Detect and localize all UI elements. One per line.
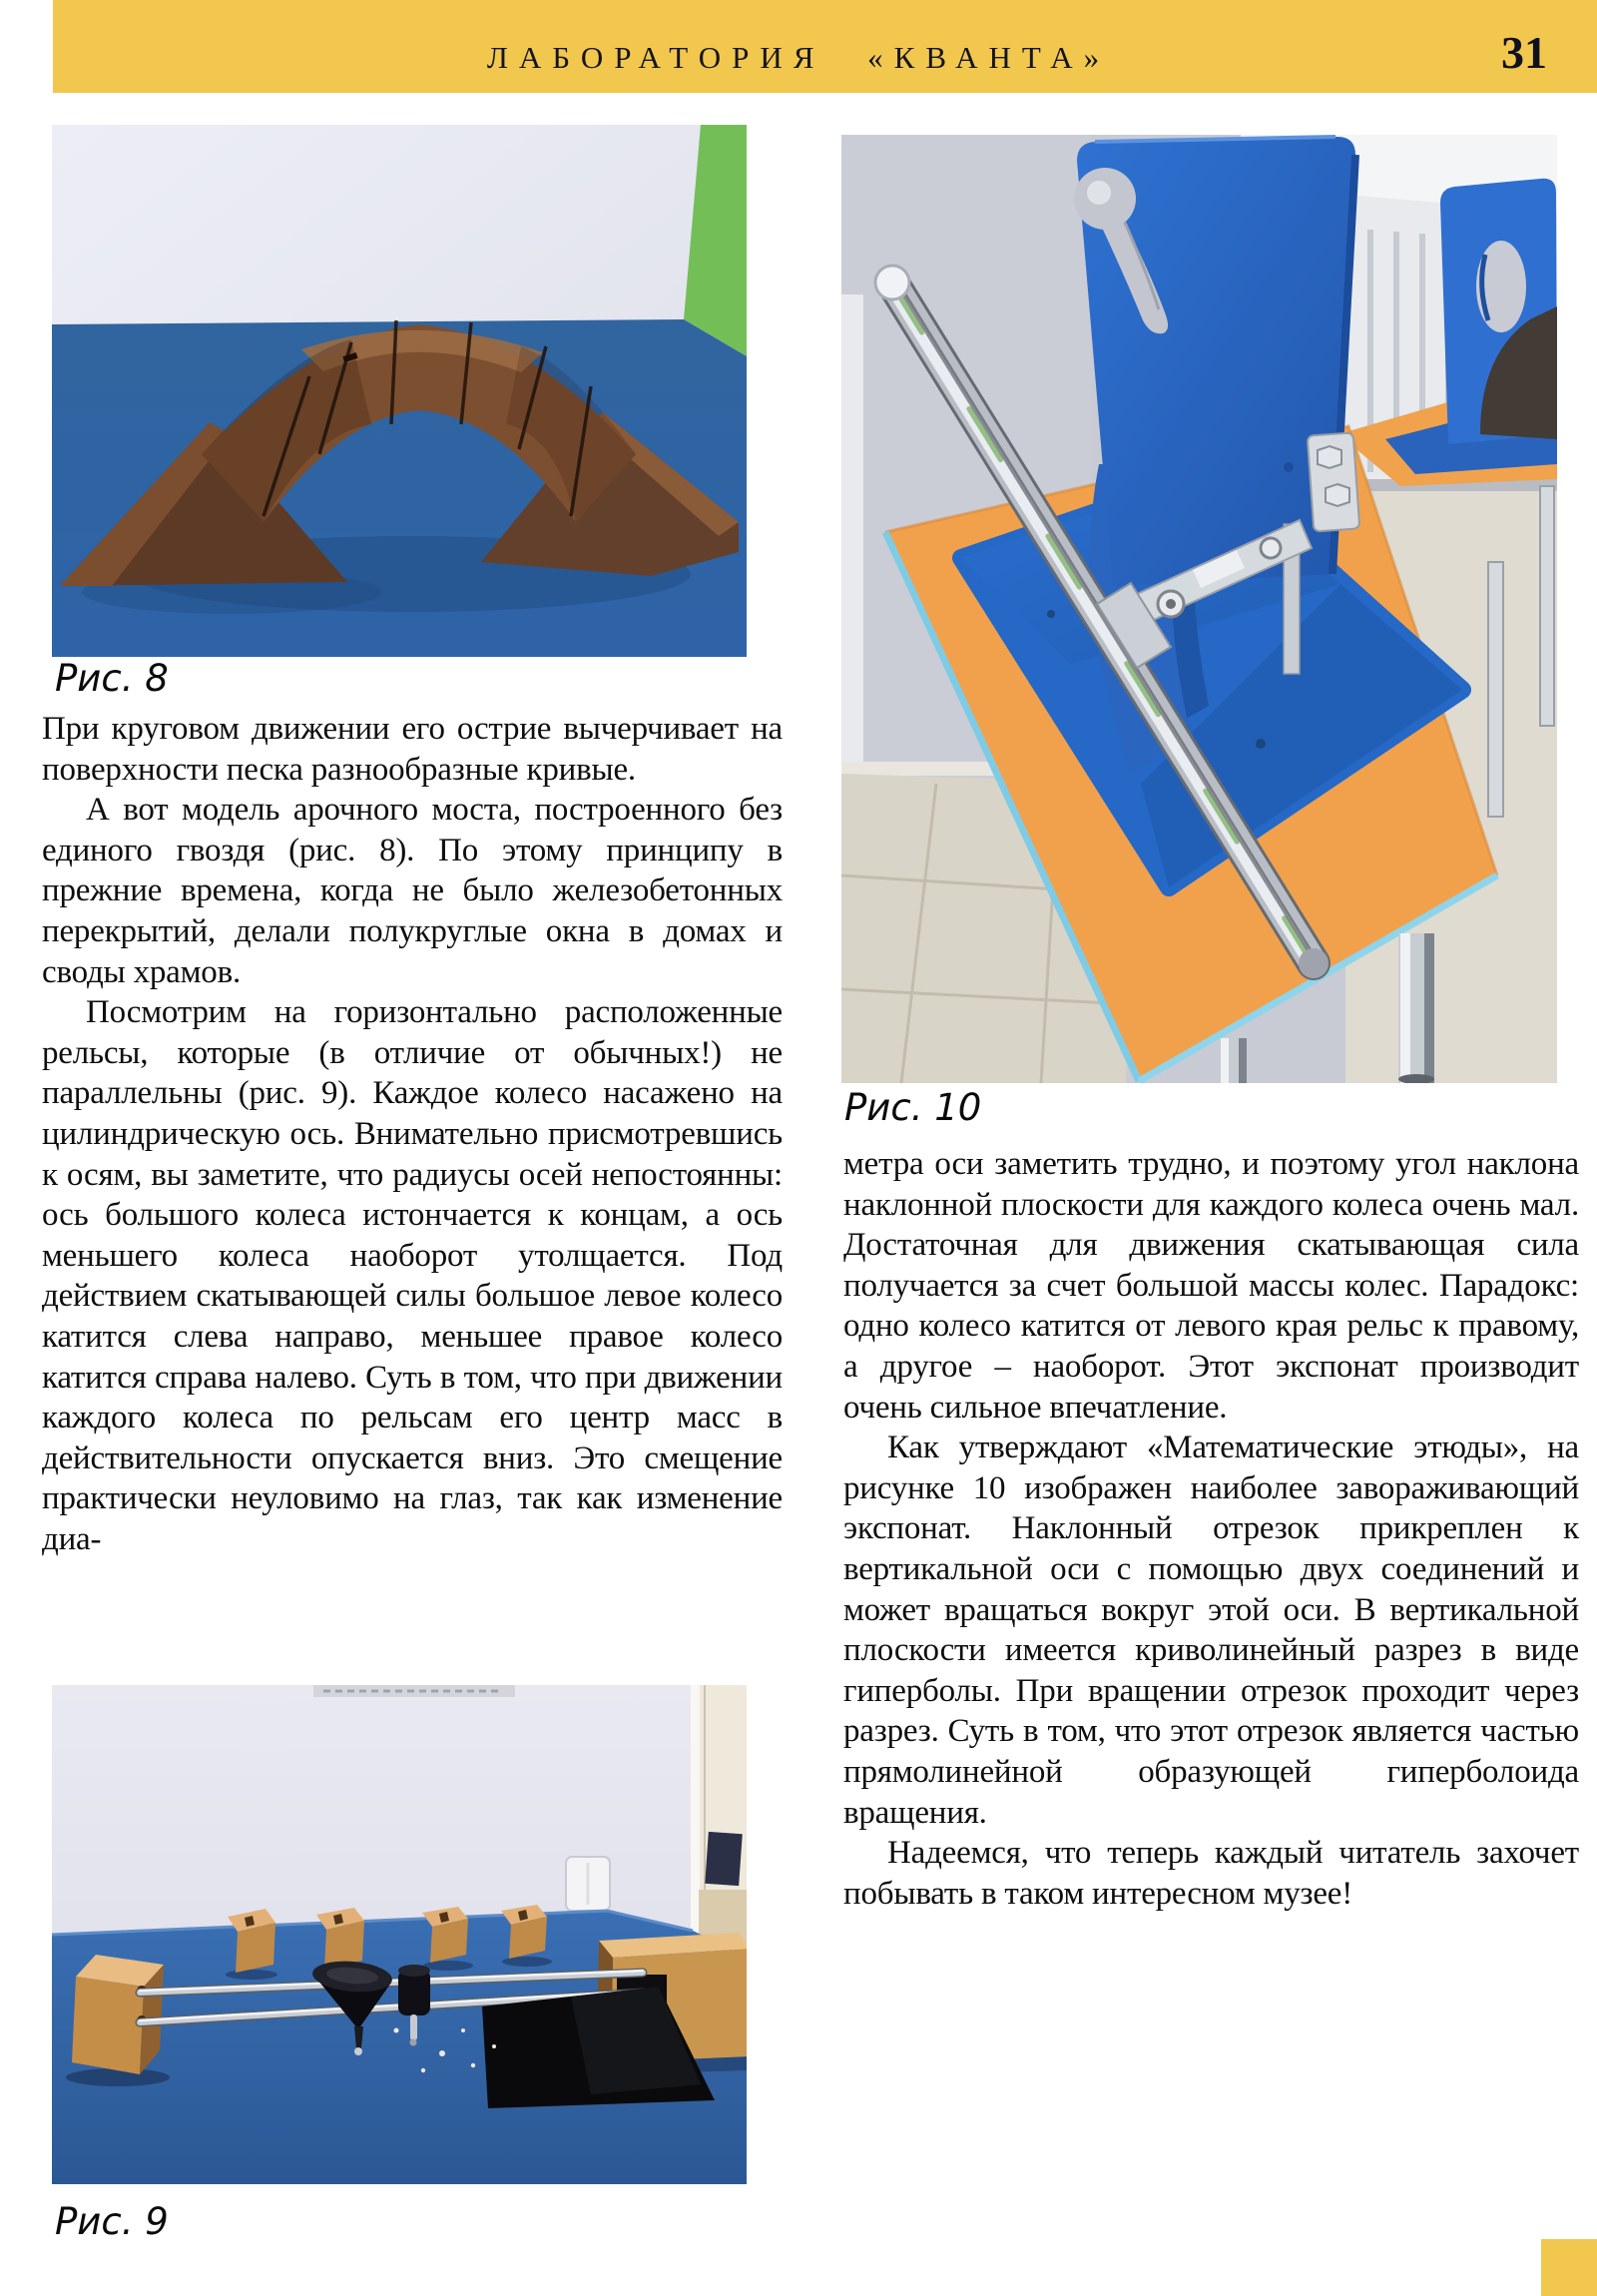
figure-10-caption: Рис. 10 [844, 1086, 982, 1129]
paragraph: Как утверждают «Математические этюды», на рисунке 10 изображен наиболее завораживающий экспонат. Наклонный отрезок прикреплен к вертикальной оси с помощью двух соединений и может вращаться вокруг этой оси. В вертикальной плоскости имеется криволинейный разрез в виде гиперболы. При вращении отрезок проходит через разрез. Суть в том, что этот отрезок является частью прямолинейной образующей гиперболоида вращения. [843, 1430, 1579, 1831]
figure-9-photo [52, 1685, 747, 2184]
page-number: 31 [1501, 27, 1547, 78]
paragraph: Посмотрим на горизонтально расположенные рельсы, которые (в отличие от обычных!) не параллельны (рис. 9). Каждое колесо насажено на цилиндрическую ось. Внимательно присмотревшись к осям, вы заметите, что радиусы осей непостоянны: ось большого колеса истончается к концам, а ось меньшего колеса наоборот утолщается. Под действием скатывающей силы большое левое колесо катится слева направо, меньшее правое колесо катится справа налево. Суть в том, что при движении каждого колеса по рельсам его центр масс в действительности опускается вниз. Это смещение практически неуловимо на глаз, так как изменение диа- [42, 994, 783, 1557]
paragraph: метра оси заметить трудно, и поэтому угол наклона наклонной плоскости для каждого колеса очень мал. Достаточная для движения скатывающая сила получается за счет большой массы колес. Парадокс: одно колесо катится от левого края рельс к правому, а другое – наоборот. Этот экспонат производит очень сильное впечатление. [843, 1146, 1579, 1426]
left-column-text [42, 709, 783, 1667]
figure-8-photo [52, 125, 747, 657]
paragraph: При круговом движении его острие вычерчивает на поверхности песка разнообразные кривые. [42, 711, 783, 788]
paragraph: А вот модель арочного моста, построенного без единого гвоздя (рис. 8). По этому принципу в прежние времена, когда не было железобетонных перекрытий, делали полукруглые окна в домах и своды храмов. [42, 792, 783, 990]
figure-8-caption: Рис. 8 [55, 657, 169, 700]
corner-accent-block [1541, 2239, 1597, 2296]
figure-9-caption: Рис. 9 [55, 2200, 169, 2243]
right-column-text [843, 1144, 1579, 2032]
rails-exhibit-illustration [52, 1685, 747, 2184]
section-title: ЛАБОРАТОРИЯ «КВАНТА» [486, 40, 1111, 75]
figure-10-photo [841, 135, 1557, 1083]
paragraph: Надеемся, что теперь каждый читатель захочет побывать в таком интересном музее! [843, 1835, 1579, 1912]
hyperboloid-exhibit-illustration [841, 135, 1557, 1083]
arch-bridge-illustration [52, 125, 747, 657]
